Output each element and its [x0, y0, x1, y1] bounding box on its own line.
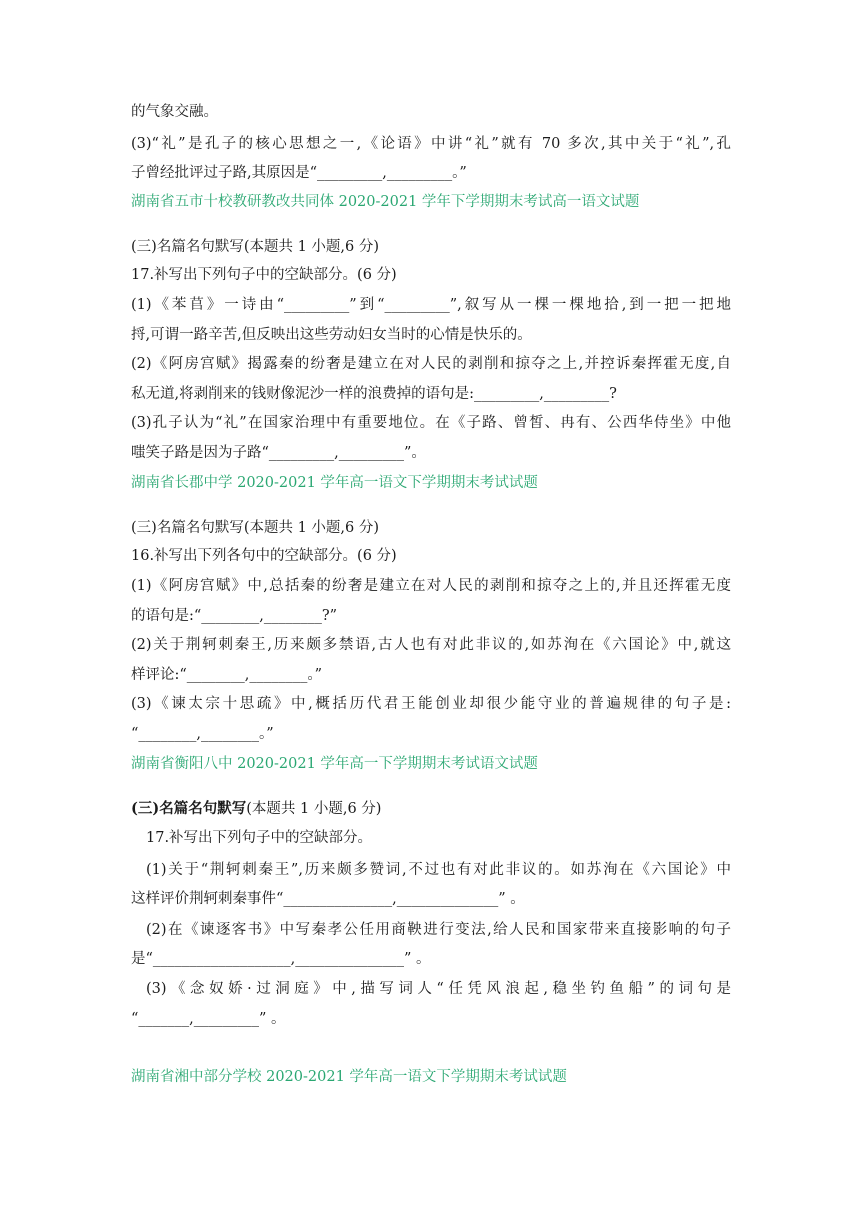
- source-title: 湖南省湘中部分学校 2020-2021 学年高一语文下学期期末考试试题: [131, 1069, 567, 1085]
- text-line: (3)孔子认为“礼”在国家治理中有重要地位。在《子路、曾皙、冉有、公西华侍坐》中他: [131, 415, 731, 431]
- text-line: (3)《念奴娇·过洞庭》中,描写词人“任凭风浪起,稳坐钓鱼船”的词句是: [146, 981, 731, 997]
- question-heading: 17.补写出下列句子中的空缺部分。(6 分): [131, 267, 397, 283]
- text-line: 的气象交融。: [131, 104, 218, 120]
- section-heading: (三)名篇名句默写(本题共 1 小题,6 分): [131, 520, 380, 536]
- section-heading: (三)名篇名句默写(本题共 1 小题,6 分): [131, 239, 380, 255]
- source-title: 湖南省长郡中学 2020-2021 学年高一语文下学期期末考试试题: [131, 475, 538, 491]
- text-line: (2)关于荆轲刺秦王,历来颇多禁语,古人也有对此非议的,如苏洵在《六国论》中,就这: [131, 637, 731, 653]
- text-line: 这样评价荆轲刺秦事件“_______________,______________” 。: [131, 891, 525, 907]
- text-line: (1)《苯苢》一诗由“_________”到“_________”,叙写从一棵一棵地拾,到一把一把地: [131, 297, 731, 313]
- text-line: 私无道,将剥削来的钱财像泥沙一样的浪费掉的语句是:_________,_________?: [131, 386, 617, 402]
- text-line: 是“___________________,_______________” 。: [131, 951, 431, 967]
- section-heading: [131, 799, 731, 819]
- text-line: “_______,_________” 。: [131, 1011, 286, 1027]
- text-line: (1)关于“荆轲刺秦王”,历来颇多赞词,不过也有对此非议的。如苏洵在《六国论》中: [146, 862, 731, 878]
- text-line: 捋,可谓一路辛苦,但反映出这些劳动妇女当时的心情是快乐的。: [131, 327, 532, 343]
- text-line: (2)在《谏逐客书》中写秦孝公任用商鞅进行变法,给人民和国家带来直接影响的句子: [146, 922, 731, 938]
- text-line: 子曾经批评过子路,其原因是“_________,_________。”: [131, 165, 467, 181]
- source-title: 湖南省五市十校教研教改共同体 2020-2021 学年下学期期末考试高一语文试题: [131, 194, 640, 210]
- text-line: (1)《阿房宫赋》中,总括秦的纷奢是建立在对人民的剥削和掠夺之上的,并且还挥霍无度: [131, 578, 731, 594]
- text-line: (3)《谏太宗十思疏》中,概括历代君王能创业却很少能守业的普遍规律的句子是:: [131, 696, 731, 712]
- text-line: (2)《阿房宫赋》揭露秦的纷奢是建立在对人民的剥削和掠夺之上,并控诉秦挥霍无度,自: [131, 356, 731, 372]
- question-heading: 16.补写出下列各句中的空缺部分。(6 分): [131, 548, 397, 564]
- section-heading-bold: (三)名篇名句默写: [131, 800, 247, 817]
- text-line: 样评论:“________,________。”: [131, 667, 323, 683]
- section-heading-rest: (本题共 1 小题,6 分): [246, 801, 382, 817]
- question-heading: 17.补写出下列句子中的空缺部分。: [146, 830, 373, 846]
- text-line: (3)“礼”是孔子的核心思想之一,《论语》中讲“礼”就有 70 多次,其中关于“礼”,孔: [131, 136, 731, 152]
- source-title: 湖南省衡阳八中 2020-2021 学年高一下学期期末考试语文试题: [131, 756, 538, 772]
- text-line: 的语句是:“________,________?”: [131, 608, 338, 624]
- text-line: “________,________。”: [131, 726, 274, 742]
- text-line: 嗤笑子路是因为子路“_________,_________”。: [131, 445, 426, 461]
